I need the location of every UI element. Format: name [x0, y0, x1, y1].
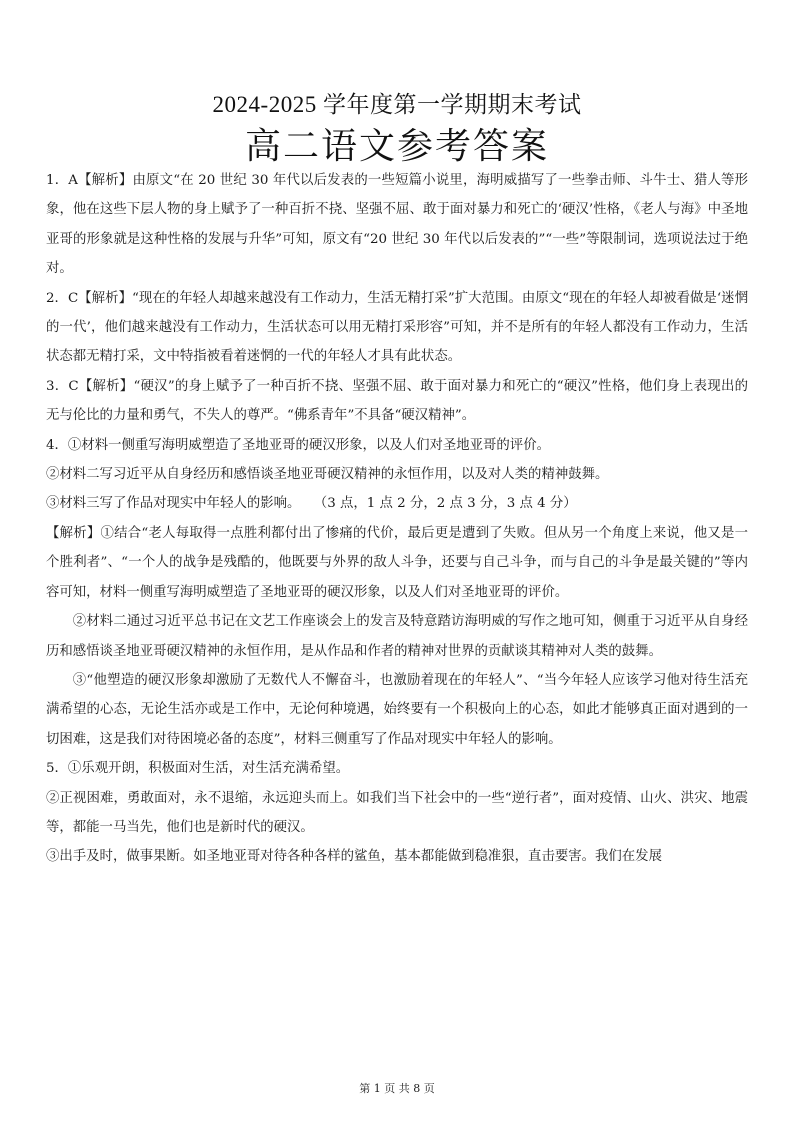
answer-4-analysis-2: ②材料二通过习近平总书记在文艺工作座谈会上的发言及特意踏访海明威的写作之地可知，侧重于习近平从自身经历和感悟谈圣地亚哥硬汉精神的永恒作用，是从作品和作者的精神对世界的贡献谈其精神对人类的鼓舞。	[46, 614, 748, 659]
answer-5-point-3: ③出手及时，做事果断。如圣地亚哥对待各种各样的鲨鱼，基本都能做到稳准狠，直击要害。我们在发展	[46, 849, 662, 865]
answer-4-point-2: ②材料二写习近平从自身经历和感悟谈圣地亚哥硬汉精神的永恒作用，以及对人类的精神鼓舞。	[46, 467, 609, 483]
answer-key-title: 高二语文参考答案	[244, 126, 549, 166]
answer-1: 1．A【解析】由原文“在 20 世纪 30 年代以后发表的一些短篇小说里，海明威描写了一些拳击师、斗牛士、猎人等形象，他在这些下层人物的身上赋予了一种百折不挠、坚强不屈、敢于面对暴力和死亡的‘硬汉’性格，《老人与海》中圣地亚哥的形象就是这种性格的发展与升华”可知，原文有“20 世纪 30 年代以后发表的”“一些”等限制词，选项说法过于绝对。	[46, 173, 748, 277]
page-number: 第 1 页 共 8 页	[359, 1082, 435, 1095]
answer-body	[46, 166, 748, 872]
answer-4-point-1: 4．①材料一侧重写海明威塑造了圣地亚哥的硬汉形象，以及人们对圣地亚哥的评价。	[46, 437, 550, 453]
answer-4-analysis-3: ③“他塑造的硬汉形象却激励了无数代人不懈奋斗，也激励着现在的年轻人”、“当今年轻人应该学习他对待生活充满希望的心态，无论生活亦或是工作中，无论何种境遇，始终要有一个积极向上的心态，如此才能够真正面对遇到的一切困难，这是我们对待困境必备的态度”，材料三侧重写了作品对现实中年轻人的影响。	[46, 672, 748, 747]
exam-title: 2024-2025 学年度第一学期期末考试	[212, 92, 582, 117]
answer-2: 2．C【解析】“现在的年轻人却越来越没有工作动力，生活无精打采”扩大范围。由原文“现在的年轻人却被看做是‘迷惘的一代’，他们越来越没有工作动力，生活状态可以用无精打采形容”可知，并不是所有的年轻人都没有工作动力，生活状态都无精打采，文中特指被看着迷惘的一代的年轻人才具有此状态。	[46, 290, 748, 365]
answer-4-point-3: ③材料三写了作品对现实中年轻人的影响。 （3 点，1 点 2 分，2 点 3 分，3 点 4 分）	[46, 496, 577, 512]
answer-3: 3．C【解析】“硬汉”的身上赋予了一种百折不挠、坚强不屈、敢于面对暴力和死亡的“硬汉”性格，他们身上表现出的无与伦比的力量和勇气，不失人的尊严。“佛系青年”不具备“硬汉精神”。	[46, 378, 748, 424]
answer-5-point-2: ②正视困难，勇敢面对，永不退缩，永远迎头而上。如我们当下社会中的一些“逆行者”，面对疫情、山火、洪灾、地震等，都能一马当先，他们也是新时代的硬汉。	[46, 790, 748, 835]
answer-5-point-1: 5．①乐观开朗，积极面对生活，对生活充满希望。	[46, 761, 350, 777]
answer-4-analysis-1: 【解析】①结合“老人每取得一点胜利都付出了惨痛的代价，最后更是遭到了失败。但从另一个角度上来说，他又是一个胜利者”、“一个人的战争是残酷的，他既要与外界的敌人斗争，还要与自己斗争，而与自己的斗争是最关键的”等内容可知，材料一侧重写海明威塑造了圣地亚哥的硬汉形象，以及人们对圣地亚哥的评价。	[46, 525, 748, 600]
